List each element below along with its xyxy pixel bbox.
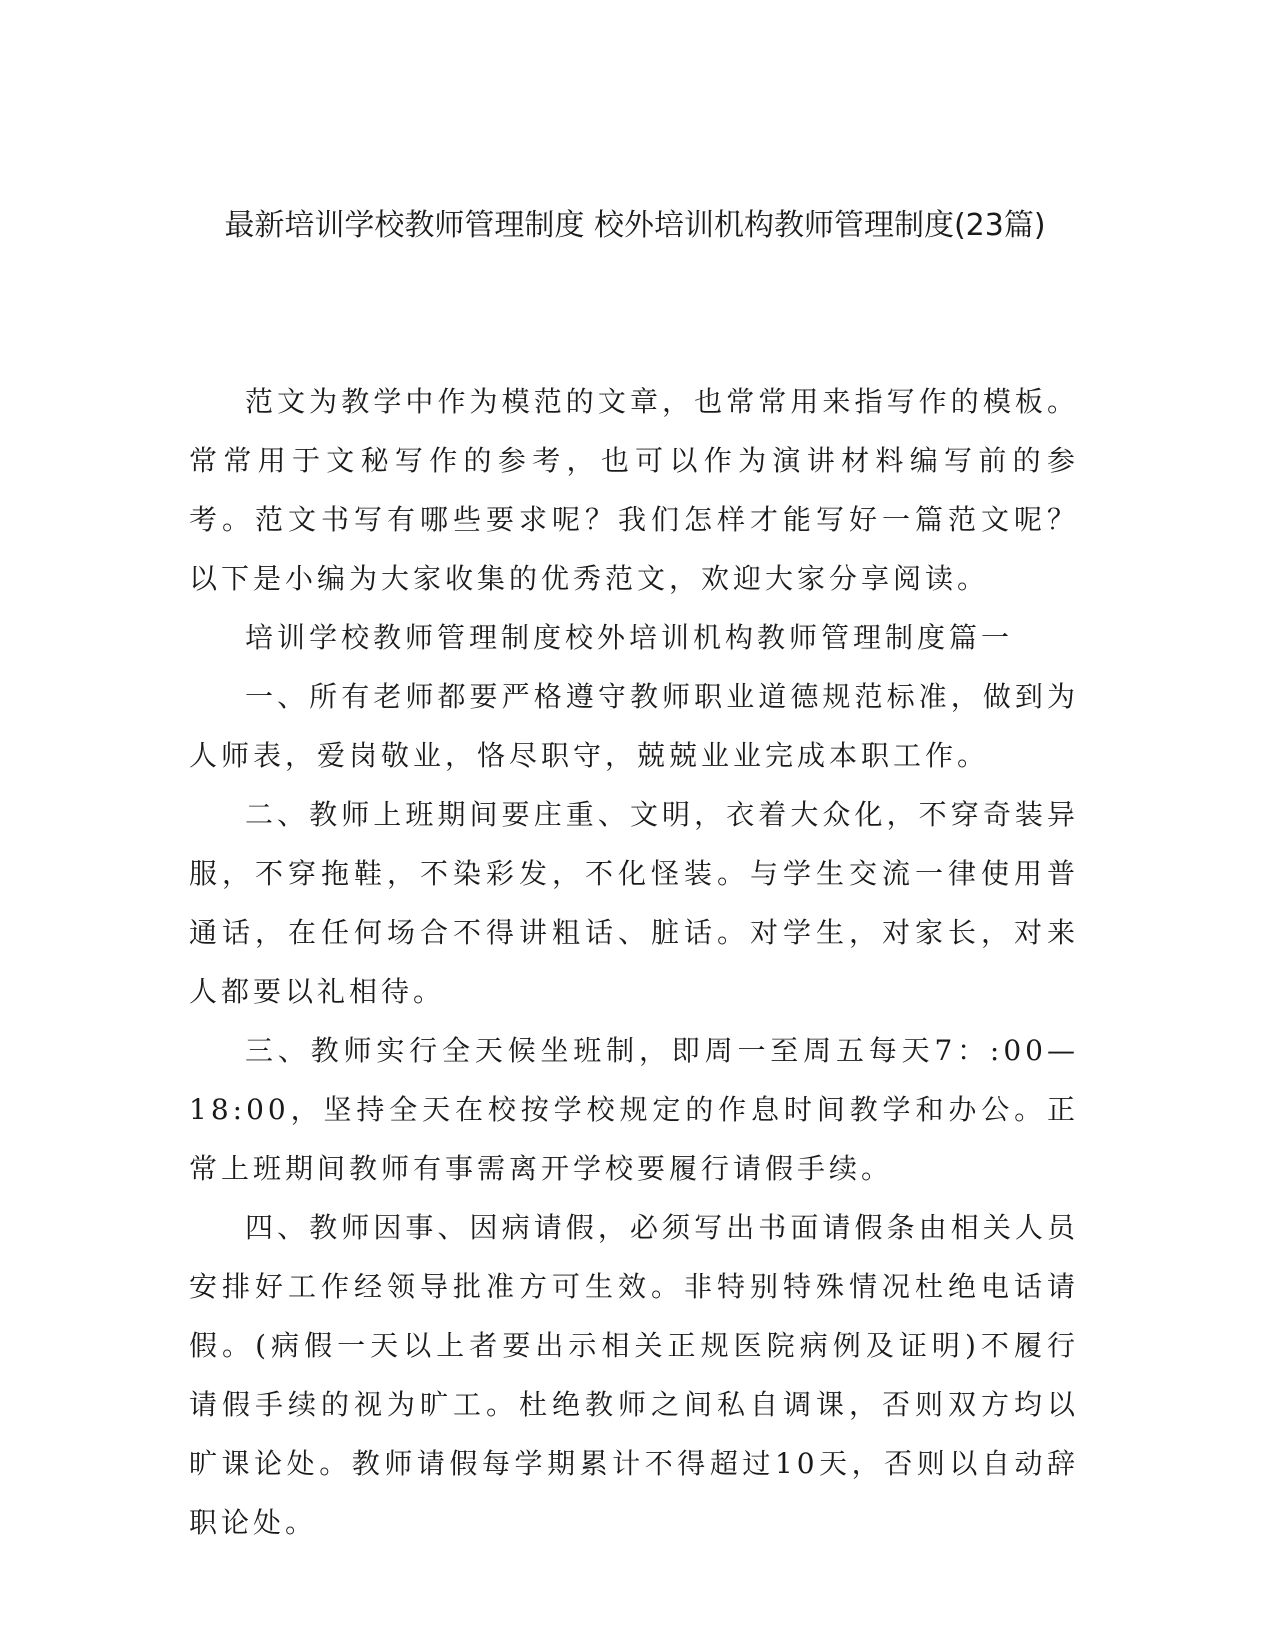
rule-paragraph-4: 四、教师因事、因病请假，必须写出书面请假条由相关人员安排好工作经领导批准方可生效。非特别特殊情况杜绝电话请假。(病假一天以上者要出示相关正规医院病例及证明)不履行请假手续的视为旷工。杜绝教师之间私自调课，否则双方均以旷课论处。教师请假每学期累计不得超过10天，否则以自动辞职论处。 <box>189 1211 1079 1539</box>
rule-paragraph-1: 一、所有老师都要严格遵守教师职业道德规范标准，做到为人师表，爱岗敬业，恪尽职守，兢兢业业完成本职工作。 <box>189 680 1079 772</box>
document-title: 最新培训学校教师管理制度 校外培训机构教师管理制度(23篇) <box>224 208 1046 243</box>
intro-paragraph: 范文为教学中作为模范的文章，也常常用来指写作的模板。常常用于文秘写作的参考，也可以作为演讲材料编写前的参考。范文书写有哪些要求呢？我们怎样才能写好一篇范文呢？以下是小编为大家收集的优秀范文，欢迎大家分享阅读。 <box>189 385 1079 595</box>
section-heading: 培训学校教师管理制度校外培训机构教师管理制度篇一 <box>245 621 1014 654</box>
rule-paragraph-2: 二、教师上班期间要庄重、文明，衣着大众化，不穿奇装异服，不穿拖鞋，不染彩发，不化怪装。与学生交流一律使用普通话，在任何场合不得讲粗话、脏话。对学生，对家长，对来人都要以礼相待。 <box>189 798 1079 1008</box>
rule-paragraph-3: 三、教师实行全天候坐班制，即周一至周五每天7：:00—18:00，坚持全天在校按学校规定的作息时间教学和办公。正常上班期间教师有事需离开学校要履行请假手续。 <box>189 1034 1079 1185</box>
document-body <box>189 372 1079 1552</box>
